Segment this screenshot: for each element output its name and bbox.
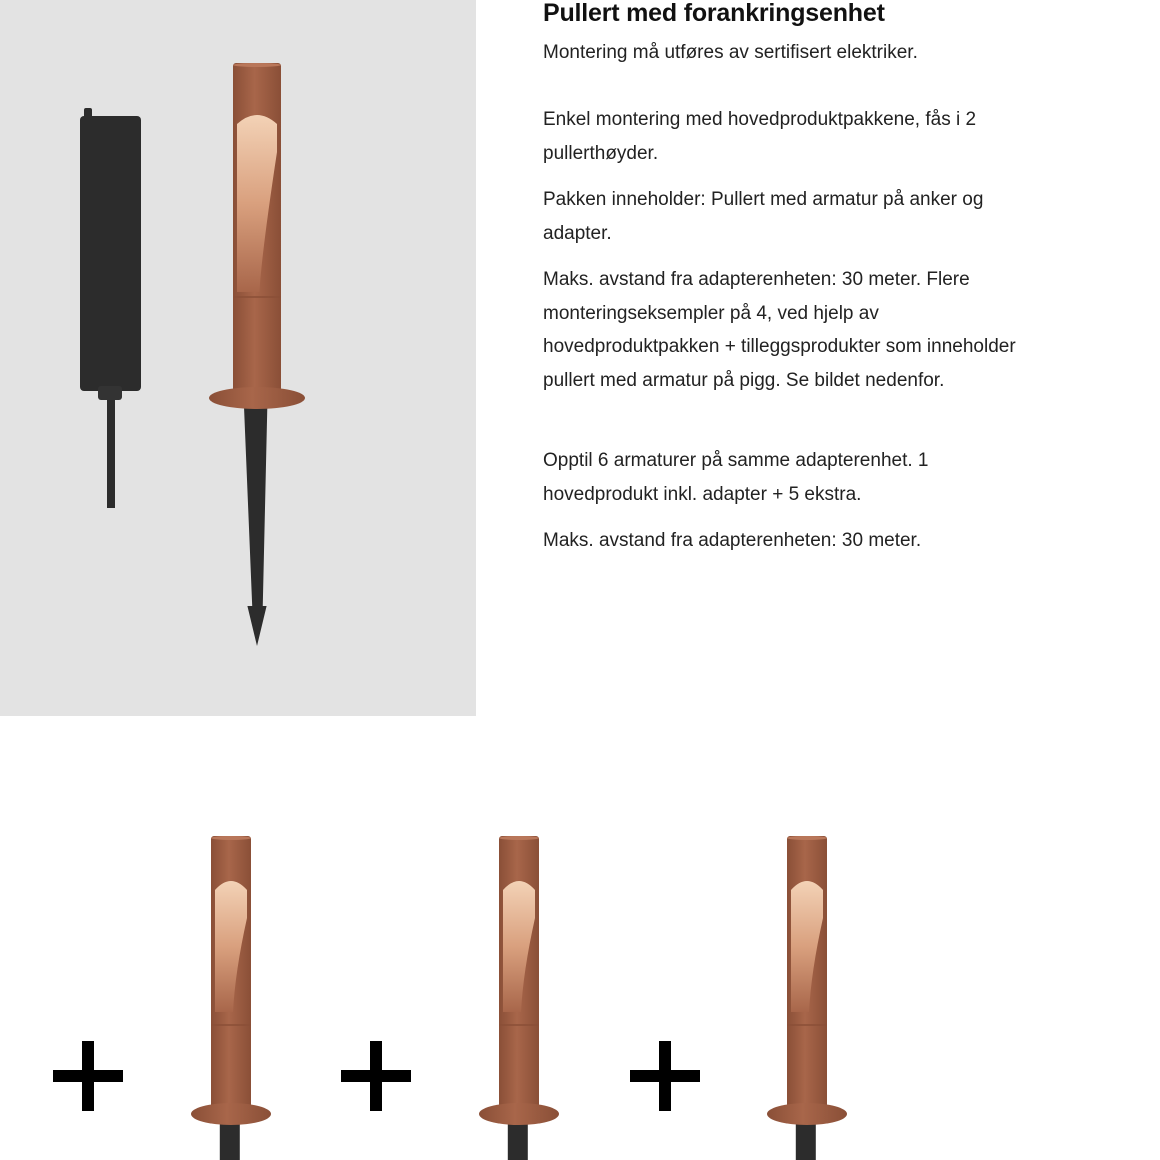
adapter-box [80, 116, 141, 391]
bollard-cap [211, 836, 251, 840]
product-image-main [0, 0, 476, 716]
adapter-cable [107, 385, 115, 508]
bollard-base-disc [767, 1103, 847, 1125]
bollard-with-adapter-illustration [0, 0, 476, 716]
description-paragraph: Opptil 6 armaturer på samme adapterenhet. 1 hovedprodukt inkl. adapter + 5 ekstra. [543, 450, 929, 505]
bollard-base-disc [479, 1103, 559, 1125]
description-paragraph: Maks. avstand fra adapterenheten: 30 meter. Flere monteringseksempler på 4, ved hjelp av hovedproduktpakken + tilleggsprodukter som inneholder pullert med armatur på pigg. Se bildet nedenfor. [543, 269, 1016, 391]
description-paragraph: Maks. avstand fra adapterenheten: 30 meter. [543, 530, 922, 551]
extra-bollards [0, 716, 1160, 1160]
bollard-base-disc [191, 1103, 271, 1125]
bollard-cap [499, 836, 539, 840]
bollard-cap [787, 836, 827, 840]
bollard-cap [233, 63, 281, 67]
description-paragraph: Pakken inneholder: Pullert med armatur på anker og adapter. [543, 189, 984, 244]
installation-note: Montering må utføres av sertifisert elektriker. [543, 42, 918, 63]
extra-products-illustration [0, 716, 1160, 1160]
adapter-gland [98, 386, 122, 400]
description-paragraph: Enkel montering med hovedproduktpakkene, fås i 2 pullerthøyder. [543, 109, 977, 164]
ground-spike [244, 396, 268, 646]
product-title: Pullert med forankringsenhet [543, 0, 885, 27]
bollard-base-disc [209, 387, 305, 409]
